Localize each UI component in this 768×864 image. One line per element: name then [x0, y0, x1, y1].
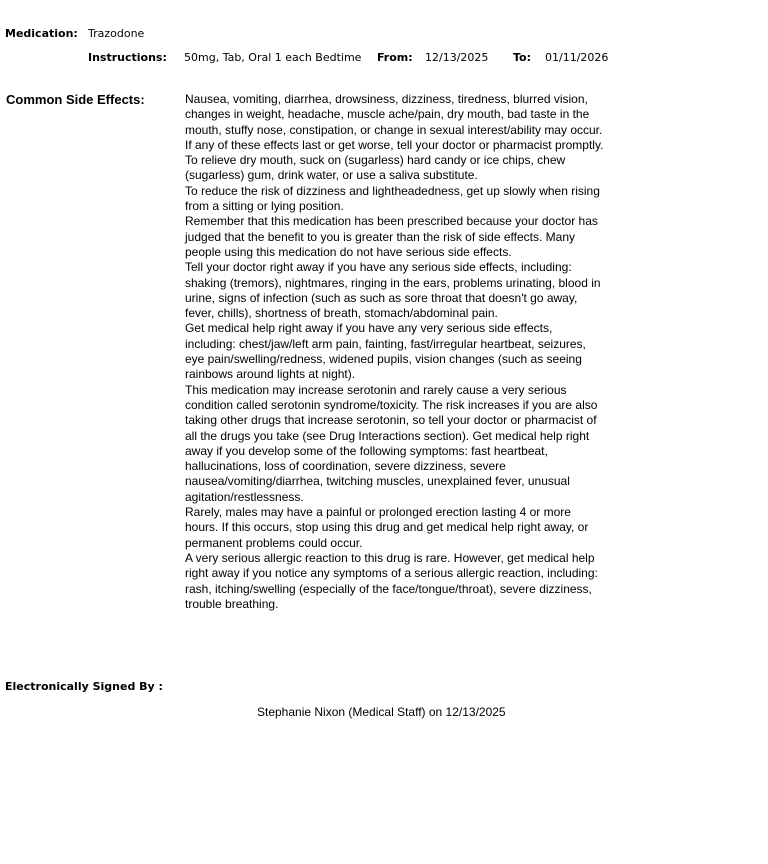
- signed-by-value: Stephanie Nixon (Medical Staff) on 12/13/2025: [257, 705, 506, 719]
- to-date: 01/11/2026: [545, 51, 609, 64]
- side-effects-line: including: chest/jaw/left arm pain, fainting, fast/irregular heartbeat, seizures,: [185, 336, 586, 351]
- from-label: From:: [377, 51, 413, 64]
- side-effects-line: shaking (tremors), nightmares, ringing in the ears, problems urinating, blood in: [185, 275, 601, 290]
- side-effects-line: rash, itching/swelling (especially of the face/tongue/throat), severe dizziness,: [185, 581, 592, 596]
- to-label: To:: [513, 51, 531, 64]
- side-effects-line: urine, signs of infection (such as such as sore throat that doesn't go away,: [185, 290, 578, 305]
- medication-label: Medication:: [5, 27, 78, 40]
- from-date: 12/13/2025: [425, 51, 489, 64]
- side-effects-line: mouth, stuffy nose, constipation, or change in sexual interest/ability may occur.: [185, 122, 603, 137]
- side-effects-line: away if you develop some of the following symptoms: fast heartbeat,: [185, 443, 548, 458]
- side-effects-line: Remember that this medication has been prescribed because your doctor has: [185, 214, 598, 229]
- side-effects-line: nausea/vomiting/diarrhea, twitching muscles, unexplained fever, unusual: [185, 474, 570, 489]
- side-effects-label: Common Side Effects:: [6, 92, 145, 107]
- side-effects-line: (sugarless) gum, drink water, or use a saliva substitute.: [185, 168, 478, 183]
- side-effects-line: hours. If this occurs, stop using this drug and get medical help right away, or: [185, 520, 589, 535]
- instructions-label: Instructions:: [88, 51, 167, 64]
- side-effects-line: To relieve dry mouth, suck on (sugarless) hard candy or ice chips, chew: [185, 153, 566, 168]
- side-effects-line: A very serious allergic reaction to this drug is rare. However, get medical help: [185, 550, 595, 565]
- side-effects-line: people using this medication do not have serious side effects.: [185, 244, 512, 259]
- side-effects-line: If any of these effects last or get worse, tell your doctor or pharmacist promptly.: [185, 137, 604, 152]
- side-effects-line: Get medical help right away if you have any very serious side effects,: [185, 321, 553, 336]
- medication-value: Trazodone: [88, 27, 145, 40]
- signed-by-label: Electronically Signed By :: [5, 680, 163, 693]
- side-effects-line: permanent problems could occur.: [185, 535, 363, 550]
- side-effects-line: from a sitting or lying position.: [185, 199, 344, 214]
- side-effects-line: judged that the benefit to you is greater than the risk of side effects. Many: [185, 229, 576, 244]
- side-effects-line: trouble breathing.: [185, 596, 279, 611]
- side-effects-line: To reduce the risk of dizziness and lightheadedness, get up slowly when rising: [185, 183, 600, 198]
- side-effects-line: Rarely, males may have a painful or prolonged erection lasting 4 or more: [185, 505, 571, 520]
- side-effects-line: Nausea, vomiting, diarrhea, drowsiness, dizziness, tiredness, blurred vision,: [185, 92, 588, 106]
- side-effects-line: all the drugs you take (see Drug Interactions section). Get medical help right: [185, 428, 590, 443]
- instructions-value: 50mg, Tab, Oral 1 each Bedtime: [184, 51, 362, 64]
- side-effects-line: condition called serotonin syndrome/toxicity. The risk increases if you are also: [185, 397, 598, 412]
- side-effects-line: This medication may increase serotonin and rarely cause a very serious: [185, 382, 567, 397]
- side-effects-line: eye pain/swelling/redness, widened pupils, vision changes (such as seeing: [185, 352, 582, 367]
- side-effects-line: taking other drugs that increase serotonin, so tell your doctor or pharmacist of: [185, 413, 597, 428]
- side-effects-line: fever, chills), shortness of breath, stomach/abdominal pain.: [185, 306, 498, 321]
- side-effects-line: changes in weight, headache, muscle ache/pain, dry mouth, bad taste in the: [185, 107, 590, 122]
- side-effects-text: [185, 92, 655, 612]
- side-effects-line: hallucinations, loss of coordination, severe dizziness, severe: [185, 459, 506, 474]
- side-effects-line: Tell your doctor right away if you have any serious side effects, including:: [185, 260, 572, 275]
- side-effects-line: right away if you notice any symptoms of a serious allergic reaction, including:: [185, 566, 598, 581]
- side-effects-line: agitation/restlessness.: [185, 489, 304, 504]
- side-effects-line: rainbows around lights at night).: [185, 367, 356, 382]
